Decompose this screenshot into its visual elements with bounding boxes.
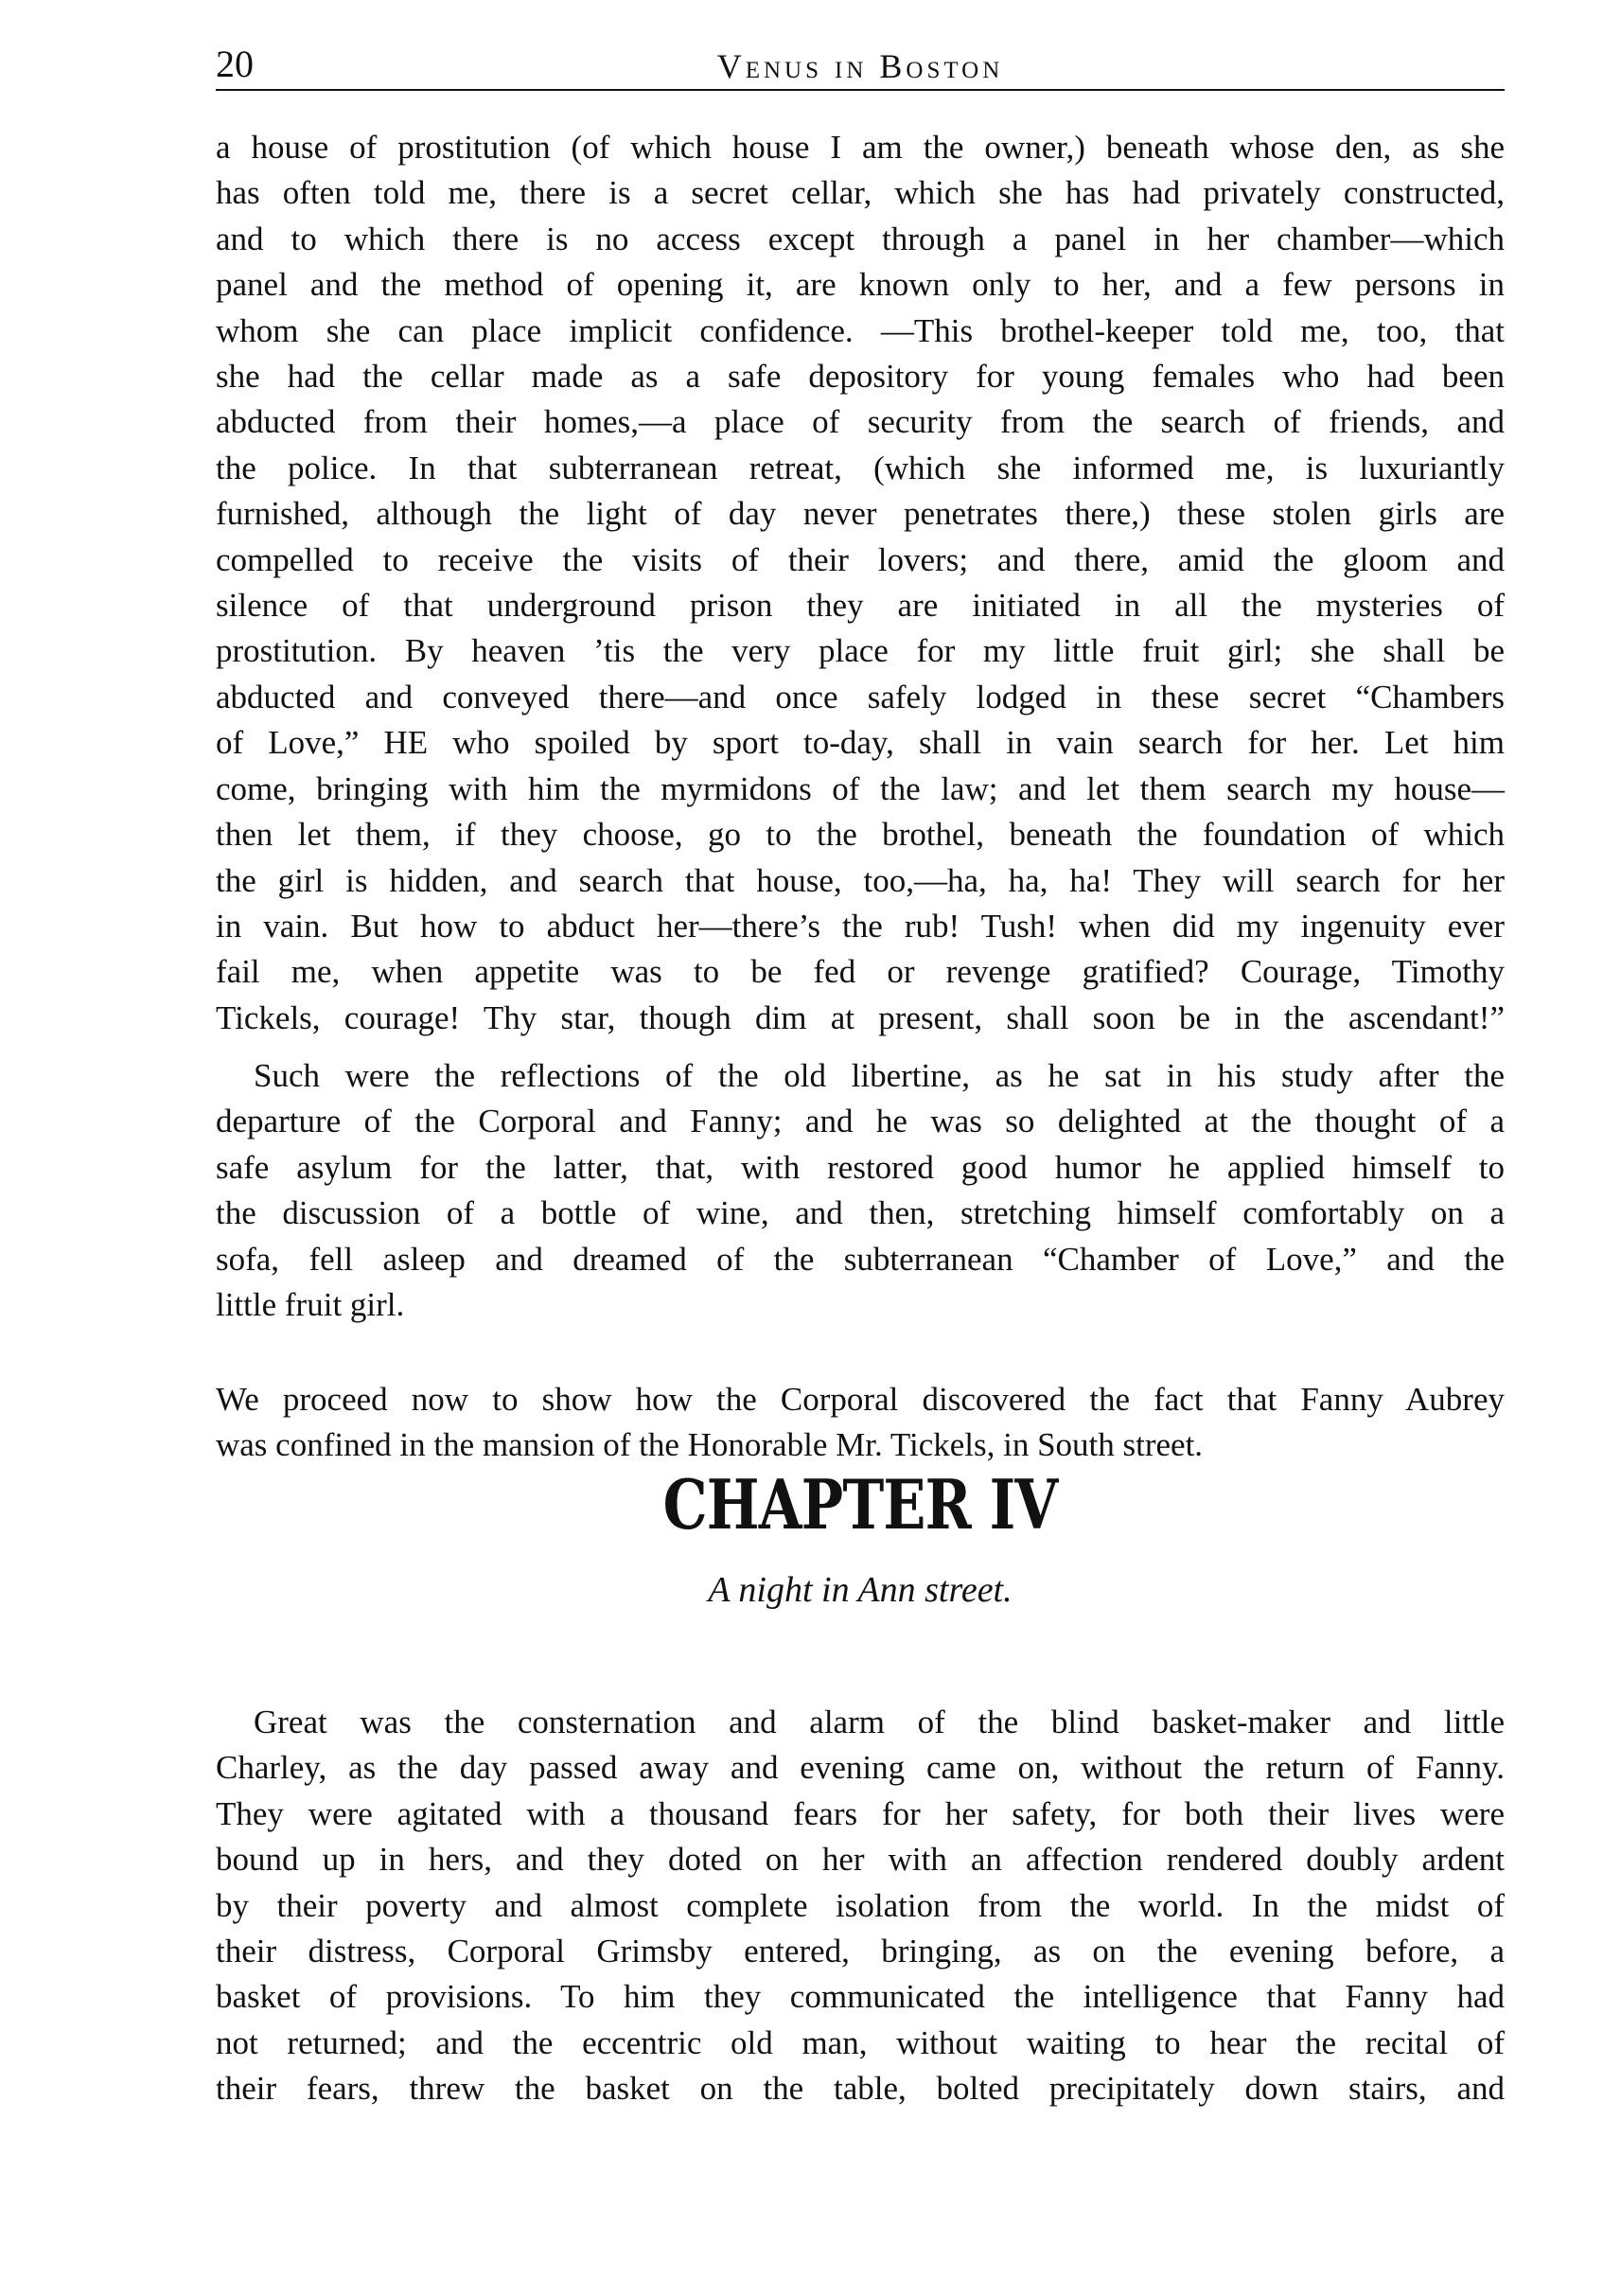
text-line: has often told me, there is a secret cellar, which she has had privately constructed, [216, 174, 1505, 212]
text-line: fail me, when appetite was to be fed or revenge gratified? Courage, Timothy [216, 953, 1505, 991]
text-line: Great was the consternation and alarm of the blind basket-maker and little [254, 1704, 1505, 1740]
text-line: their fears, threw the basket on the table, bolted precipitately down stairs, and [216, 2070, 1505, 2108]
text-line: was confined in the mansion of the Honorable Mr. Tickels, in South street. [216, 1426, 1204, 1464]
paragraph-reflections [216, 1053, 1505, 1328]
text-line: compelled to receive the visits of their lovers; and there, amid the gloom and [216, 540, 1505, 578]
text-line: the girl is hidden, and search that house, too,—ha, ha, ha! They will search for her [216, 861, 1505, 899]
text-line: the discussion of a bottle of wine, and then, stretching himself comfortably on a [216, 1194, 1505, 1232]
text-line: departure of the Corporal and Fanny; and he was so delighted at the thought of a [216, 1103, 1505, 1140]
running-title: Venus in Boston [716, 47, 1004, 85]
text-line: Such were the reflections of the old libertine, as he sat in his study after the [254, 1057, 1505, 1094]
text-line: Charley, as the day passed away and evening came on, without the return of Fanny. [216, 1749, 1505, 1787]
chapter-title: CHAPTER IV [662, 1464, 1058, 1545]
text-line: furnished, although the light of day never penetrates there,) these stolen girls are [216, 495, 1505, 533]
text-line: she had the cellar made as a safe depository for young females who had been [216, 358, 1505, 396]
text-line: a house of prostitution (of which house I am the owner,) beneath whose den, as she [216, 129, 1505, 166]
text-line: abducted from their homes,—a place of security from the search of friends, and [216, 403, 1505, 441]
running-header [216, 40, 1505, 91]
page-number: 20 [216, 43, 254, 85]
text-line: whom she can place implicit confidence. —This brothel-keeper told me, too, that [216, 311, 1505, 349]
chapter-subtitle: A night in Ann street. [708, 1570, 1013, 1610]
text-line: not returned; and the eccentric old man, without waiting to hear the recital of [216, 2023, 1505, 2061]
text-line: silence of that underground prison they are initiated in all the mysteries of [216, 587, 1505, 625]
text-line: panel and the method of opening it, are known only to her, and a few persons in [216, 266, 1505, 304]
text-line: their distress, Corporal Grimsby entered, bringing, as on the evening before, a [216, 1933, 1505, 1970]
text-line: They were agitated with a thousand fears for her safety, for both their lives were [216, 1794, 1505, 1832]
text-line: the police. In that subterranean retreat, (which she informed me, is luxuriantly [216, 449, 1505, 486]
paragraph-continued [216, 125, 1505, 1041]
text-line: and to which there is no access except through a panel in her chamber—which [216, 220, 1505, 257]
paragraph-opening [216, 1377, 1505, 1469]
paragraph-consternation [216, 1700, 1505, 2112]
text-line: come, bringing with him the myrmidons of the law; and let them search my house— [216, 769, 1505, 807]
text-line: bound up in hers, and they doted on her with an affection rendered doubly ardent [216, 1841, 1505, 1879]
text-line: We proceed now to show how the Corporal discovered the fact that Fanny Aubrey [216, 1381, 1505, 1418]
text-line: basket of provisions. To him they communicated the intelligence that Fanny had [216, 1978, 1505, 2016]
text-line: safe asylum for the latter, that, with restored good humor he applied himself to [216, 1148, 1505, 1186]
text-line: little fruit girl. [216, 1286, 405, 1324]
text-line: in vain. But how to abduct her—there’s the rub! Tush! when did my ingenuity ever [216, 907, 1505, 945]
text-line: then let them, if they choose, go to the brothel, beneath the foundation of which [216, 816, 1505, 854]
text-line: of Love,” HE who spoiled by sport to-day, shall in vain search for her. Let him [216, 724, 1505, 762]
text-line: by their poverty and almost complete isolation from the world. In the midst of [216, 1886, 1505, 1924]
text-line: prostitution. By heaven ’tis the very place for my little fruit girl; she shall be [216, 632, 1505, 670]
text-line: Tickels, courage! Thy star, though dim at present, shall soon be in the ascendant!” [216, 998, 1505, 1036]
text-line: abducted and conveyed there—and once safely lodged in these secret “Chambers [216, 678, 1505, 715]
text-line: sofa, fell asleep and dreamed of the subterranean “Chamber of Love,” and the [216, 1240, 1505, 1278]
